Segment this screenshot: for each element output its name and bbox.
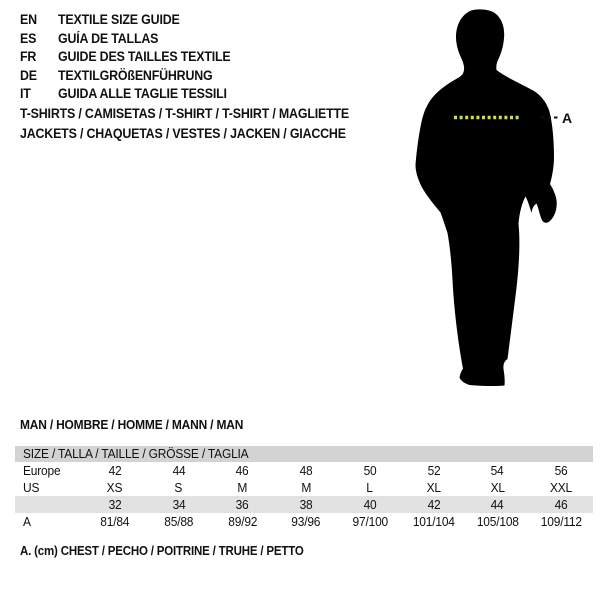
size-table-header-label: SIZE / TALLA / TAILLE / GRÖSSE / TAGLIA [23, 446, 249, 461]
table-row [15, 462, 593, 479]
size-value-cell: 81/84 [100, 514, 130, 529]
size-value-cell: 89/92 [227, 514, 257, 529]
size-value-cell: M [301, 480, 312, 495]
row-label: Europe [23, 463, 61, 478]
size-value-cell: 93/96 [291, 514, 321, 529]
size-value-cell: 97/100 [352, 514, 388, 529]
language-code: DE [20, 67, 37, 83]
category-line-jackets: JACKETS / CHAQUETAS / VESTES / JACKEN / GIACCHE [20, 125, 346, 141]
measure-label-a: A [562, 110, 573, 126]
language-row [20, 48, 246, 67]
size-value-cell: L [366, 480, 374, 495]
size-value-cell: 52 [427, 463, 441, 478]
size-value-cell: 54 [490, 463, 504, 478]
language-title: GUÍA DE TALLAS [58, 30, 159, 46]
size-value-cell: 50 [363, 463, 377, 478]
size-value-cell: 42 [427, 497, 441, 512]
row-label: US [23, 480, 40, 495]
man-silhouette [416, 9, 557, 386]
language-row [20, 11, 246, 30]
size-value-cell: 46 [235, 463, 249, 478]
language-code: FR [20, 49, 37, 64]
language-title: TEXTILGRÖßENFÜHRUNG [58, 67, 213, 83]
size-value-cell: 56 [554, 463, 568, 478]
language-list [20, 11, 246, 104]
size-value-cell: XL [426, 480, 441, 495]
size-value-cell: 42 [108, 463, 122, 478]
category-line-tshirts: T-SHIRTS / CAMISETAS / T-SHIRT / T-SHIRT / MAGLIETTE [20, 106, 350, 121]
language-code: IT [20, 86, 31, 101]
language-title: TEXTILE SIZE GUIDE [58, 12, 180, 27]
language-row [20, 85, 246, 104]
size-value-cell: 46 [554, 497, 568, 512]
size-value-cell: 32 [108, 497, 122, 512]
table-row [15, 513, 593, 530]
row-label [15, 496, 83, 513]
language-code: ES [20, 30, 37, 46]
size-value-cell: 44 [490, 497, 504, 512]
size-table-header [15, 446, 593, 462]
size-value-cell: XS [107, 480, 123, 495]
language-title: GUIDE DES TAILLES TEXTILE [58, 49, 231, 64]
language-title: GUIDA ALLE TAGLIE TESSILI [58, 86, 227, 101]
size-value-cell: 40 [363, 497, 377, 512]
size-table-body [15, 462, 593, 530]
size-value-cell: 38 [299, 497, 313, 512]
size-table [15, 446, 593, 530]
category-heading [20, 104, 378, 143]
table-row [15, 496, 593, 513]
size-value-cell: 85/88 [164, 514, 194, 529]
size-value-cell: 101/104 [412, 514, 455, 529]
size-value-cell: XL [490, 480, 505, 495]
size-value-cell: S [174, 480, 183, 495]
row-label: A [23, 514, 31, 529]
size-value-cell: 105/108 [476, 514, 519, 529]
size-value-cell: XXL [550, 480, 573, 495]
size-value-cell: 34 [172, 497, 186, 512]
table-row [15, 479, 593, 496]
size-value-cell: 36 [235, 497, 249, 512]
size-value-cell: 44 [172, 463, 186, 478]
language-row [20, 30, 246, 49]
size-value-cell: 48 [299, 463, 313, 478]
language-code: EN [20, 12, 37, 27]
size-value-cell: 109/112 [540, 514, 582, 529]
language-row [20, 67, 246, 86]
section-title-man: MAN / HOMBRE / HOMME / MANN / MAN [20, 417, 244, 432]
footer-measure-note: A. (cm) CHEST / PECHO / POITRINE / TRUHE / PETTO [20, 544, 304, 558]
size-value-cell: M [237, 480, 248, 495]
